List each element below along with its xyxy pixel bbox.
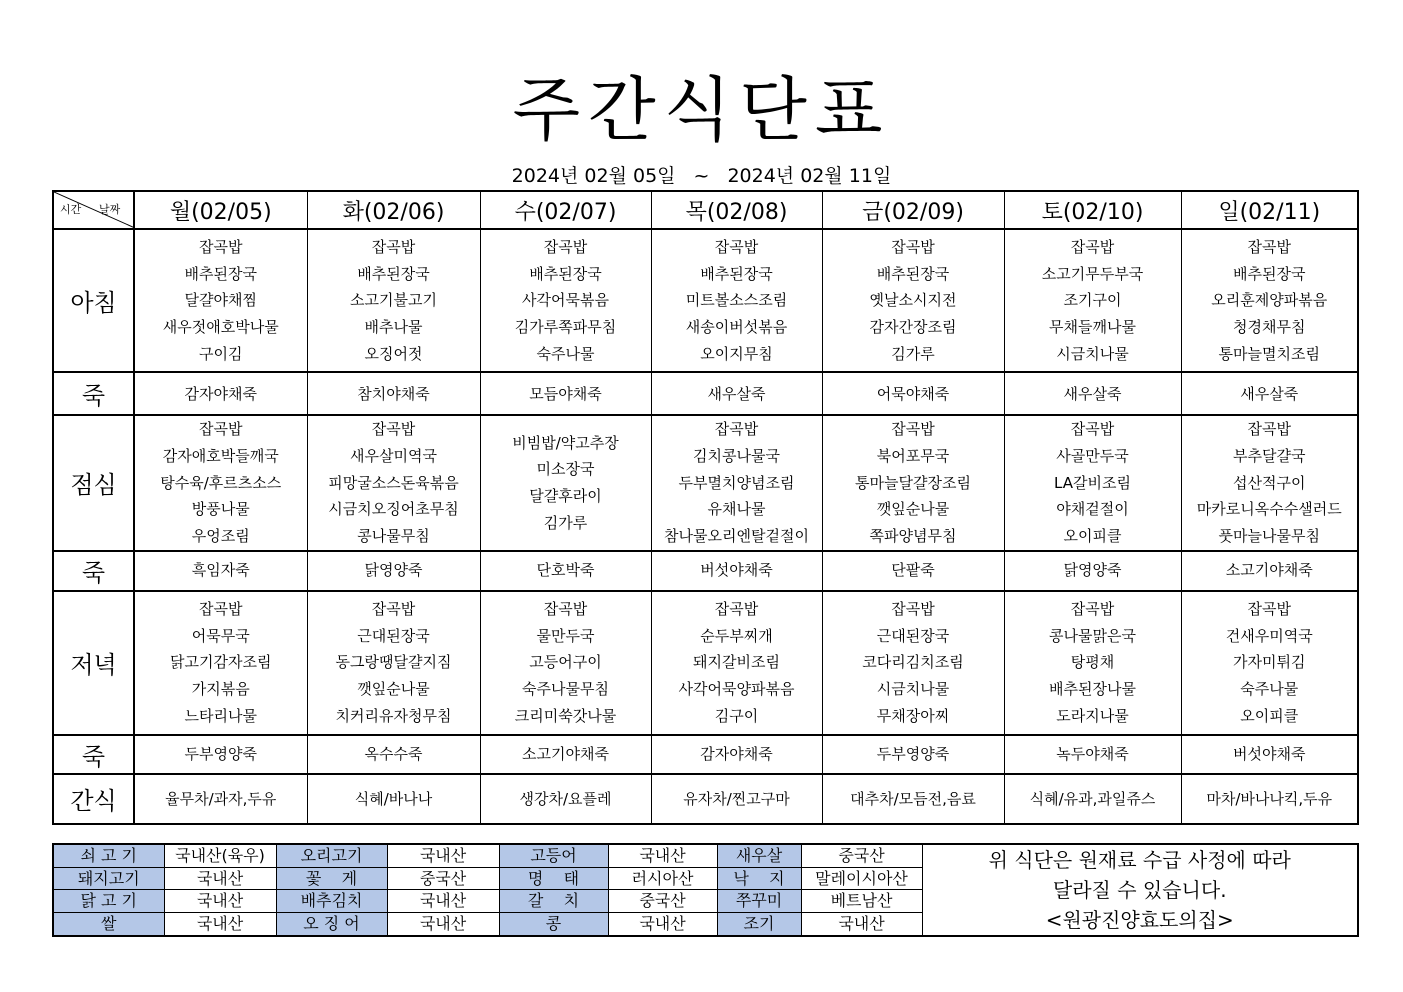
- menu-item: 잡곡밥: [1070, 420, 1115, 439]
- corner-time-label: 시간: [60, 203, 82, 216]
- menu-cell: [651, 229, 822, 372]
- meal-row-dinner: [53, 591, 1358, 735]
- menu-item: 근대된장국: [876, 626, 950, 645]
- menu-cell: [134, 735, 307, 774]
- menu-cell: [1181, 551, 1358, 591]
- menu-item: 식혜/바나나: [354, 789, 433, 808]
- menu-item: 통마늘달걀장조림: [855, 473, 971, 492]
- meal-label: 죽: [53, 551, 134, 591]
- menu-cell: [480, 735, 651, 774]
- origin-ingredient: 갈 치: [499, 890, 608, 913]
- menu-cell: [651, 372, 822, 415]
- menu-item: 김가루: [891, 344, 935, 363]
- origin-table: [52, 843, 1359, 937]
- menu-item: 소고기무두부국: [1041, 264, 1144, 283]
- menu-item: 섭산적구이: [1233, 473, 1306, 492]
- menu-item: 김가루: [543, 513, 588, 532]
- menu-item: 잡곡밥: [891, 420, 935, 439]
- meal-label: 아침: [53, 229, 134, 372]
- origin-ingredient: 새우살: [717, 844, 801, 867]
- meal-row-porridge-2: [53, 551, 1358, 591]
- menu-item: 잡곡밥: [543, 238, 588, 257]
- menu-cell: [480, 372, 651, 415]
- origin-country: 중국산: [608, 890, 717, 913]
- day-header: 월(02/05): [134, 191, 307, 229]
- menu-item: 탕평채: [1070, 653, 1115, 672]
- notice-line: <원광진양효도의집>: [1045, 908, 1234, 932]
- menu-item: 가자미튀김: [1233, 653, 1306, 672]
- menu-item: 새우살죽: [707, 384, 766, 403]
- menu-cell: [480, 551, 651, 591]
- menu-cell: [307, 372, 480, 415]
- menu-item: 감자간장조림: [869, 317, 957, 336]
- day-header: 금(02/09): [822, 191, 1004, 229]
- menu-item: 시금치오징어초무침: [328, 500, 459, 519]
- menu-item: 배추된장국: [357, 264, 430, 283]
- menu-cell: [822, 415, 1004, 550]
- menu-cell: [307, 415, 480, 550]
- menu-item: 새우살죽: [1063, 384, 1122, 403]
- menu-item: 어묵무국: [191, 626, 250, 645]
- period-start: 2024년 02월 05일: [511, 165, 676, 187]
- menu-item: 잡곡밥: [1247, 420, 1291, 439]
- origin-ingredient: 오리고기: [276, 844, 387, 867]
- origin-ingredient: 낙 지: [717, 867, 801, 890]
- menu-item: 어묵야채죽: [876, 384, 950, 403]
- menu-cell: [822, 735, 1004, 774]
- menu-item: 콩나물맑은국: [1049, 626, 1136, 645]
- meal-row-snack: [53, 774, 1358, 824]
- menu-item: 오이피클: [1240, 706, 1299, 725]
- page-title: 주간식단표: [512, 69, 891, 151]
- origin-country: 러시아산: [608, 867, 717, 890]
- origin-ingredient: 오 징 어: [276, 913, 387, 936]
- menu-cell: [651, 415, 822, 550]
- origin-country: 말레이시아산: [801, 867, 922, 890]
- menu-cell: [1004, 774, 1181, 824]
- menu-item: 옛날소시지전: [869, 291, 957, 310]
- menu-item: 닭영양죽: [1063, 561, 1122, 580]
- menu-item: 조기구이: [1063, 291, 1122, 310]
- menu-item: 우엉조림: [191, 526, 250, 545]
- menu-item: 오이지무침: [700, 344, 773, 363]
- menu-cell: [1181, 372, 1358, 415]
- meal-label: 죽: [53, 372, 134, 415]
- menu-item: 순두부찌개: [700, 626, 773, 645]
- origin-country: 국내산: [608, 913, 717, 936]
- menu-cell: [822, 372, 1004, 415]
- origin-ingredient: 돼지고기: [53, 867, 164, 890]
- menu-item: 부추달걀국: [1233, 447, 1306, 466]
- menu-item: 크리미쑥갓나물: [514, 706, 617, 725]
- meal-row-porridge-1: [53, 372, 1358, 415]
- menu-item: LA갈비조림: [1054, 473, 1131, 492]
- origin-ingredient: 쇠 고 기: [53, 844, 164, 867]
- origin-ingredient: 닭 고 기: [53, 890, 164, 913]
- notice-line: 달라질 수 있습니다.: [1052, 878, 1227, 902]
- menu-item: 오리훈제양파볶음: [1211, 291, 1328, 310]
- menu-item: 참나물오리엔탈겉절이: [664, 526, 809, 545]
- menu-item: 김구이: [714, 706, 759, 725]
- menu-item: 오이피클: [1063, 526, 1122, 545]
- origin-country: 국내산: [387, 890, 499, 913]
- menu-item: 소고기야채죽: [1225, 561, 1313, 580]
- menu-item: 감자애호박들깨국: [162, 447, 279, 466]
- origin-ingredient: 쌀: [53, 913, 164, 936]
- origin-ingredient: 꽃 게: [276, 867, 387, 890]
- menu-item: 버섯야채죽: [1233, 745, 1306, 764]
- menu-cell: [1181, 735, 1358, 774]
- menu-item: 콩나물무침: [357, 526, 430, 545]
- menu-cell: [1181, 774, 1358, 824]
- menu-item: 잡곡밥: [371, 600, 416, 619]
- menu-item: 사골만두국: [1056, 447, 1129, 466]
- menu-item: 잡곡밥: [714, 238, 759, 257]
- menu-item: 시금치나물: [1056, 344, 1129, 363]
- menu-item: 유자차/찐고구마: [683, 789, 790, 808]
- menu-item: 단팥죽: [891, 561, 935, 580]
- menu-period: [0, 163, 1403, 189]
- origin-row: [53, 844, 1358, 867]
- menu-item: 대추차/모듬전,음료: [850, 789, 976, 808]
- menu-item: 탕수육/후르츠소스: [160, 473, 282, 492]
- menu-item: 닭고기감자조림: [170, 653, 272, 672]
- menu-item: 새우살미역국: [350, 447, 437, 466]
- menu-cell: [480, 229, 651, 372]
- day-header-row: [53, 191, 1358, 229]
- menu-item: 배추된장국: [700, 264, 773, 283]
- menu-item: 흑임자죽: [191, 561, 250, 580]
- menu-item: 김가루쪽파무침: [514, 317, 617, 336]
- menu-cell: [1004, 415, 1181, 550]
- origin-country: 국내산: [164, 867, 276, 890]
- menu-item: 배추된장국: [1233, 264, 1306, 283]
- menu-item: 건새우미역국: [1225, 626, 1313, 645]
- menu-item: 구이김: [199, 344, 243, 363]
- menu-item: 두부영양죽: [876, 745, 950, 764]
- menu-cell: [307, 735, 480, 774]
- menu-item: 김치콩나물국: [693, 447, 780, 466]
- menu-cell: [1181, 229, 1358, 372]
- meal-label: 간식: [53, 774, 134, 824]
- menu-item: 옥수수죽: [364, 745, 423, 764]
- menu-item: 동그랑땡달걀지짐: [335, 653, 452, 672]
- menu-cell: [822, 551, 1004, 591]
- menu-cell: [307, 591, 480, 735]
- menu-item: 청경채무침: [1233, 317, 1306, 336]
- menu-item: 야채겉절이: [1056, 500, 1129, 519]
- menu-item: 모듬야채죽: [529, 384, 602, 403]
- menu-item: 식혜/유과,과일쥬스: [1029, 789, 1156, 808]
- menu-item: 오징어젓: [364, 344, 423, 363]
- menu-item: 고등어구이: [529, 653, 602, 672]
- origin-country: 국내산: [608, 844, 717, 867]
- origin-country: 국내산: [387, 913, 499, 936]
- period-end: 2024년 02월 11일: [727, 165, 892, 187]
- menu-item: 소고기야채죽: [522, 745, 609, 764]
- origin-country: 국내산: [164, 913, 276, 936]
- menu-cell: [134, 372, 307, 415]
- origin-country: 중국산: [387, 867, 499, 890]
- origin-country: 국내산: [387, 844, 499, 867]
- menu-item: 가지볶음: [191, 680, 250, 698]
- menu-item: 숙주나물: [536, 344, 595, 363]
- menu-item: 녹두야채죽: [1056, 745, 1129, 764]
- menu-item: 새우젓애호박나물: [162, 317, 279, 336]
- menu-item: 미소장국: [536, 460, 595, 479]
- origin-ingredient: 조기: [717, 913, 801, 936]
- menu-cell: [134, 591, 307, 735]
- menu-cell: [307, 229, 480, 372]
- menu-item: 잡곡밥: [891, 238, 935, 257]
- menu-cell: [134, 415, 307, 550]
- menu-cell: [651, 591, 822, 735]
- menu-cell: [480, 774, 651, 824]
- meal-row-lunch: [53, 415, 1358, 550]
- menu-item: 달걀야채찜: [184, 291, 257, 310]
- menu-item: 시금치나물: [876, 680, 950, 698]
- menu-cell: [651, 774, 822, 824]
- menu-cell: [134, 551, 307, 591]
- menu-item: 숙주나물: [1240, 680, 1299, 698]
- menu-cell: [1004, 551, 1181, 591]
- menu-item: 북어포무국: [876, 447, 950, 466]
- menu-item: 두부멸치양념조림: [678, 473, 795, 492]
- menu-cell: [1004, 735, 1181, 774]
- origin-ingredient: 고등어: [499, 844, 608, 867]
- menu-cell: [1004, 229, 1181, 372]
- menu-item: 느타리나물: [184, 706, 257, 725]
- menu-item: 잡곡밥: [1247, 238, 1291, 257]
- menu-item: 두부영양죽: [184, 745, 257, 764]
- menu-item: 버섯야채죽: [700, 561, 773, 580]
- menu-item: 잡곡밥: [543, 600, 588, 619]
- menu-item: 잡곡밥: [1247, 600, 1291, 619]
- menu-item: 잡곡밥: [371, 238, 416, 257]
- menu-item: 깻잎순나물: [876, 500, 950, 519]
- origin-country: 베트남산: [801, 890, 922, 913]
- origin-ingredient: 명 태: [499, 867, 608, 890]
- menu-item: 풋마늘나물무침: [1218, 526, 1320, 545]
- menu-item: 배추된장국: [529, 264, 602, 283]
- menu-item: 돼지갈비조림: [693, 653, 780, 672]
- menu-item: 쪽파양념무침: [869, 526, 957, 545]
- menu-cell: [134, 774, 307, 824]
- menu-cell: [1004, 591, 1181, 735]
- day-header: 수(02/07): [480, 191, 651, 229]
- origin-ingredient: 콩: [499, 913, 608, 936]
- menu-item: 잡곡밥: [714, 600, 759, 619]
- origin-ingredient: 배추김치: [276, 890, 387, 913]
- menu-item: 잡곡밥: [1070, 238, 1115, 257]
- menu-item: 감자야채죽: [184, 384, 257, 403]
- menu-item: 마차/바나나킥,두유: [1206, 789, 1333, 808]
- meal-row-breakfast: [53, 229, 1358, 372]
- corner-date-label: 날짜: [99, 203, 121, 216]
- menu-item: 닭영양죽: [364, 561, 423, 580]
- meal-label: 저녁: [53, 591, 134, 735]
- menu-item: 방풍나물: [191, 500, 250, 519]
- day-header: 일(02/11): [1181, 191, 1358, 229]
- origin-country: 국내산: [801, 913, 922, 936]
- menu-item: 달걀후라이: [529, 486, 602, 505]
- menu-item: 유채나물: [707, 500, 766, 519]
- menu-item: 숙주나물무침: [522, 680, 609, 698]
- menu-cell: [134, 229, 307, 372]
- menu-item: 미트볼소스조림: [685, 291, 788, 310]
- menu-item: 잡곡밥: [199, 420, 243, 439]
- meal-row-porridge-3: [53, 735, 1358, 774]
- origin-ingredient: 쭈꾸미: [717, 890, 801, 913]
- menu-item: 피망굴소스돈육볶음: [328, 473, 459, 492]
- menu-cell: [822, 229, 1004, 372]
- menu-item: 사각어묵볶음: [522, 291, 609, 310]
- menu-item: 잡곡밥: [199, 238, 243, 257]
- menu-cell: [480, 591, 651, 735]
- meal-label: 점심: [53, 415, 134, 550]
- menu-item: 소고기불고기: [350, 291, 437, 310]
- menu-item: 근대된장국: [357, 626, 430, 645]
- menu-cell: [307, 774, 480, 824]
- menu-item: 물만두국: [536, 626, 595, 645]
- menu-item: 치커리유자청무침: [335, 706, 452, 725]
- menu-item: 마카로니옥수수샐러드: [1196, 500, 1342, 519]
- menu-item: 배추나물: [364, 317, 423, 336]
- menu-cell: [822, 774, 1004, 824]
- menu-item: 비빔밥/약고추장: [512, 433, 619, 452]
- origin-country: 국내산: [164, 890, 276, 913]
- day-header: 화(02/06): [307, 191, 480, 229]
- menu-item: 새송이버섯볶음: [685, 317, 788, 336]
- menu-item: 무채들깨나물: [1049, 317, 1136, 336]
- menu-item: 도라지나물: [1056, 706, 1129, 725]
- menu-item: 율무차/과자,두유: [165, 789, 277, 808]
- day-header: 목(02/08): [651, 191, 822, 229]
- weekly-menu-table: [52, 190, 1359, 825]
- menu-item: 잡곡밥: [199, 600, 243, 619]
- menu-change-notice: [922, 844, 1358, 936]
- menu-item: 배추된장국: [876, 264, 950, 283]
- menu-item: 배추된장나물: [1049, 680, 1136, 698]
- meal-label: 죽: [53, 735, 134, 774]
- menu-cell: [480, 415, 651, 550]
- menu-cell: [1181, 591, 1358, 735]
- menu-cell: [307, 551, 480, 591]
- menu-item: 생강차/요플레: [519, 789, 612, 808]
- menu-cell: [822, 591, 1004, 735]
- corner-cell: [53, 191, 134, 229]
- menu-item: 잡곡밥: [371, 420, 416, 439]
- menu-item: 새우살죽: [1240, 384, 1299, 403]
- notice-line: 위 식단은 원재료 수급 사정에 따라: [988, 848, 1291, 872]
- origin-country: 국내산(육우): [164, 844, 276, 867]
- period-separator: ~: [693, 165, 710, 187]
- menu-cell: [651, 551, 822, 591]
- menu-item: 배추된장국: [184, 264, 257, 283]
- menu-cell: [1181, 415, 1358, 550]
- menu-item: 잡곡밥: [714, 420, 759, 439]
- menu-item: 잡곡밥: [1070, 600, 1115, 619]
- menu-cell: [651, 735, 822, 774]
- origin-country: 중국산: [801, 844, 922, 867]
- menu-item: 통마늘멸치조림: [1218, 344, 1320, 363]
- menu-item: 사각어묵양파볶음: [678, 680, 795, 698]
- menu-item: 잡곡밥: [891, 600, 935, 619]
- menu-item: 코다리김치조림: [862, 653, 964, 672]
- menu-cell: [1004, 372, 1181, 415]
- menu-item: 단호박죽: [536, 561, 595, 580]
- day-header: 토(02/10): [1004, 191, 1181, 229]
- menu-item: 참치야채죽: [357, 384, 430, 403]
- menu-item: 감자야채죽: [700, 745, 773, 764]
- menu-item: 깻잎순나물: [357, 680, 430, 698]
- menu-item: 무채장아찌: [876, 706, 950, 725]
